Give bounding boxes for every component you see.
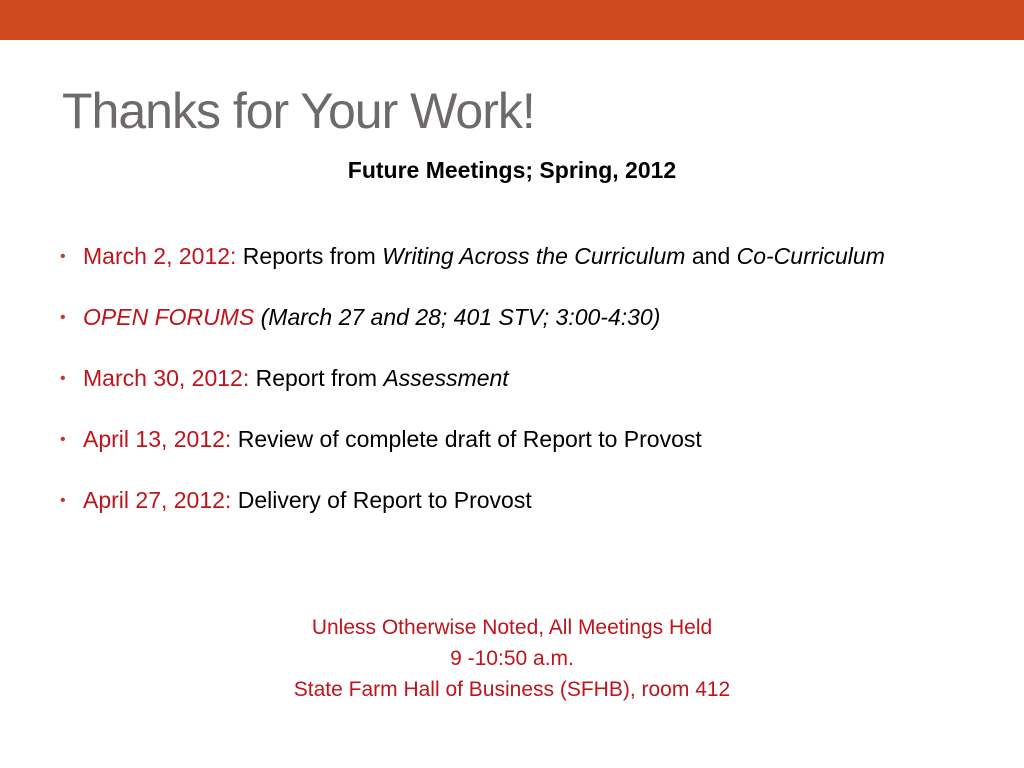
list-item	[56, 487, 956, 514]
bullet-icon: •	[60, 431, 66, 448]
meeting-text: Reports from	[236, 243, 383, 269]
slide-title: Thanks for Your Work!	[62, 83, 535, 139]
meeting-topic: Assessment	[383, 365, 509, 391]
list-item	[56, 365, 956, 392]
list-item	[56, 304, 956, 331]
footer-line: Unless Otherwise Noted, All Meetings Held	[311, 616, 713, 639]
meeting-text: Report from	[249, 365, 384, 391]
meeting-text: and	[685, 243, 737, 269]
meeting-topic: Co-Curriculum	[736, 243, 885, 269]
open-forums-detail: (March 27 and 28; 401 STV; 3:00-4:30)	[254, 304, 661, 330]
meeting-text: Delivery of Report to Provost	[231, 487, 532, 513]
meeting-list	[56, 243, 956, 548]
list-item	[56, 426, 956, 453]
meeting-location-note	[0, 612, 1024, 705]
meeting-date: March 30, 2012:	[83, 365, 250, 391]
meeting-topic: Writing Across the Curriculum	[382, 243, 686, 269]
footer-line: State Farm Hall of Business (SFHB), room 412	[293, 678, 731, 701]
bullet-icon: •	[60, 248, 66, 265]
bullet-icon: •	[60, 492, 66, 509]
meeting-date: April 27, 2012:	[83, 487, 232, 513]
footer-line: 9 -10:50 a.m.	[450, 647, 574, 670]
top-accent-bar	[0, 0, 1024, 40]
bullet-icon: •	[60, 370, 66, 387]
open-forums-label: OPEN FORUMS	[83, 304, 255, 330]
bullet-icon: •	[60, 309, 66, 326]
list-item	[56, 243, 956, 270]
slide-subtitle: Future Meetings; Spring, 2012	[347, 157, 677, 183]
meeting-date: March 2, 2012:	[83, 243, 237, 269]
meeting-date: April 13, 2012:	[83, 426, 232, 452]
meeting-text: Review of complete draft of Report to Provost	[231, 426, 702, 452]
